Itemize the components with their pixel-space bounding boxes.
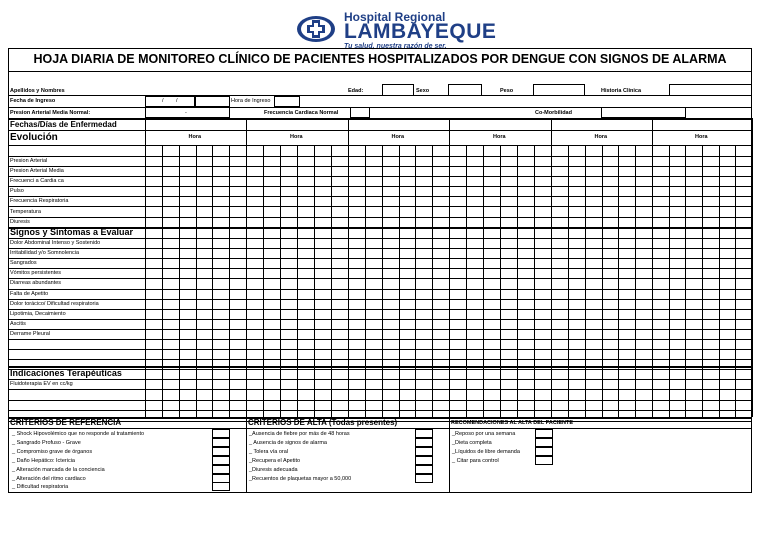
criterio-referencia-item: _ Dificultad respiratoria (12, 484, 69, 491)
grid-line (432, 145, 433, 417)
recomendacion-checkbox[interactable] (535, 447, 553, 456)
criterio-alta-item: _Recupera el Apetito (249, 457, 301, 464)
date-sep: / (176, 98, 178, 104)
criterio-referencia-item: _ Alteración del ritmo cardiaco (12, 475, 86, 482)
criterio-referencia-item: _ Daño Hepático: Ictericia (12, 457, 75, 464)
grid-line (8, 309, 752, 310)
evolucion-row-label: Presion Arterial (10, 158, 48, 164)
signos-row-label: Vómitos persistentes (10, 270, 62, 277)
grid-line (382, 145, 383, 417)
grid-line (635, 145, 636, 417)
presion-media-field[interactable] (145, 107, 230, 118)
evolucion-row-label: Presion Arterial Media (10, 168, 64, 175)
grid-line (534, 145, 535, 417)
evolucion-title: Evolución (10, 132, 58, 143)
hora-label: Hora (188, 134, 202, 140)
grid-line (585, 145, 586, 417)
criterio-referencia-checkbox[interactable] (212, 447, 230, 456)
hora-ingreso-field[interactable] (274, 96, 300, 107)
criterios-alta-title: CRITERIOS DE ALTA (Todas presentes) (248, 418, 398, 427)
signos-row-label: Diarreas abundantes (10, 280, 62, 287)
label-peso: Peso (500, 88, 514, 94)
evolucion-row-label: Pulso (10, 188, 24, 195)
grid-line (702, 145, 703, 417)
recomendacion-item: _Reposo por una semana (452, 431, 516, 437)
criterio-alta-item: _Recuentos de plaquetas mayor a 50,000 (249, 475, 352, 482)
grid-line (8, 319, 752, 320)
grid-line (280, 145, 281, 417)
evolucion-row-label: Temperatura (10, 208, 41, 215)
criterio-referencia-checkbox[interactable] (212, 456, 230, 465)
hospital-header (292, 8, 497, 50)
label-nombres: Apellidos y Nombres (10, 88, 65, 94)
grid-line (263, 145, 264, 417)
label-edad: Edad: (348, 88, 364, 94)
grid-line (8, 248, 752, 249)
grid-line (602, 145, 603, 417)
recomendaciones-title: RECOMENDACIONES AL ALTA DEL PACIENTE (451, 420, 574, 426)
grid-line (145, 145, 146, 417)
criterio-referencia-item: _ Alteración marcada de la conciencia (12, 466, 105, 473)
grid-line (8, 379, 752, 380)
criterio-referencia-checkbox[interactable] (212, 465, 230, 474)
criterio-referencia-checkbox[interactable] (212, 429, 230, 438)
label-frecuencia: Frecuencia Cardiaca Normal (264, 110, 339, 116)
signos-row-label: Sangrados (10, 260, 37, 267)
grid-line (449, 145, 450, 417)
grid-line (8, 289, 752, 290)
criterio-referencia-item: _ Compromiso grave de órganos (12, 448, 93, 455)
evolucion-row-label: Frecuenci a Cardia ca (10, 178, 64, 185)
criterio-alta-item: _Ausencia de fiebre por más de 48 horas (249, 431, 350, 437)
grid-line (196, 145, 197, 417)
signos-row-label: Ascitis (10, 320, 26, 327)
grid-line (8, 217, 752, 218)
logo-slogan: Tu salud, nuestra razón de ser. (344, 43, 447, 50)
grid-line (618, 145, 619, 417)
grid-line (8, 389, 752, 390)
criterio-alta-checkbox[interactable] (415, 456, 433, 465)
criterio-alta-item: _ Tolera vía oral (249, 448, 289, 455)
grid-line (348, 145, 349, 417)
criterio-alta-item: _Diuresis adecuada (249, 466, 298, 473)
fechas-label: Fechas/Días de Enfermedad (10, 120, 117, 129)
evolucion-row-label: Diuresis (10, 218, 30, 225)
grid-line (719, 145, 720, 417)
grid-line (8, 95, 752, 96)
grid-line (331, 145, 332, 417)
signos-title: Signos y Síntomas a Evaluar (10, 227, 134, 237)
criterio-alta-checkbox[interactable] (415, 465, 433, 474)
grid-line (466, 145, 467, 417)
label-hora-ingreso: Hora de Ingreso (231, 98, 271, 104)
grid-line (8, 268, 752, 269)
grid-line (685, 145, 686, 417)
criterios-referencia-title: CRITERIOS DE REFERENCIA (10, 418, 122, 427)
comorbilidad-field[interactable] (601, 107, 686, 118)
signos-row-label: Dolor Abdominal Intenso y Sostenido (10, 240, 101, 246)
grid-line (483, 145, 484, 417)
grid-line (8, 107, 752, 108)
grid-line (8, 400, 752, 401)
grid-line (8, 359, 752, 360)
criterio-referencia-item: _ Shock Hipovolémico que no responde al tratamiento (12, 431, 145, 437)
presion-dash: - (185, 110, 187, 116)
grid-line (568, 145, 569, 417)
recomendacion-checkbox[interactable] (535, 438, 553, 447)
signos-row-label: Irritabilidad y/o Somnolencia (10, 250, 80, 257)
grid-line (449, 417, 450, 493)
recomendacion-item: _Líquidos de libre demanda (452, 448, 520, 455)
grid-line (229, 145, 230, 417)
grid-line (8, 299, 752, 300)
hospital-logo-icon (296, 14, 336, 44)
grid-line (551, 145, 552, 417)
fecha-extra-field[interactable] (195, 96, 230, 107)
grid-line (365, 145, 366, 417)
grid-line (8, 130, 752, 131)
criterio-referencia-item: _ Sangrado Profuso - Grave (12, 439, 81, 446)
grid-line (8, 339, 752, 340)
grid-line (8, 166, 752, 167)
recomendacion-checkbox[interactable] (535, 456, 553, 465)
grid-line (246, 417, 247, 493)
criterio-alta-checkbox[interactable] (415, 447, 433, 456)
grid-line (162, 145, 163, 417)
frecuencia-field[interactable] (350, 107, 370, 118)
grid-line (8, 145, 752, 146)
date-sep: / (162, 98, 164, 104)
logo-line1: Hospital Regional (344, 10, 446, 24)
criterio-referencia-checkbox[interactable] (212, 438, 230, 447)
grid-line (652, 145, 653, 417)
grid-line (8, 118, 752, 120)
grid-line (246, 145, 247, 417)
logo-line2: LAMBAYEQUE (344, 20, 497, 43)
grid-line (8, 349, 752, 350)
hora-label: Hora (290, 134, 303, 140)
grid-line (8, 278, 752, 279)
signos-row-label: Lipotimia, Decaimiento (10, 310, 66, 317)
label-presion-media: Presion Arterial Media Normal: (10, 110, 91, 116)
grid-line (8, 428, 752, 429)
grid-line (500, 145, 501, 417)
signos-row-label: Dolor torácico/ Dificultad respiratoria (10, 300, 99, 307)
hora-label: Hora (695, 134, 708, 140)
grid-line (8, 206, 752, 207)
grid-line (179, 145, 180, 417)
signos-row-label: Derrame Pleural (10, 330, 51, 337)
grid-line (8, 196, 752, 197)
hora-label: Hora (594, 134, 608, 140)
indicaciones-title: Indicaciones Terapéuticas (10, 368, 122, 378)
evolucion-row-label: Frecuencia Respiratoria (10, 198, 69, 205)
grid-line (517, 145, 518, 417)
recomendacion-item: _Dieta completa (452, 439, 492, 446)
grid-line (399, 145, 400, 417)
recomendacion-item: _ Citar para control (452, 457, 499, 464)
grid-line (297, 145, 298, 417)
criterio-referencia-checkbox[interactable] (212, 482, 230, 491)
criterio-alta-checkbox[interactable] (415, 474, 433, 483)
grid-line (8, 258, 752, 259)
label-fecha-ingreso: Fecha de Ingreso (10, 98, 56, 104)
fecha-ingreso-field[interactable] (145, 96, 195, 107)
label-sexo: Sexo (416, 88, 430, 94)
label-comorbilidad: Co-Morbilidad (535, 110, 572, 116)
hora-label: Hora (391, 134, 405, 140)
grid-line (669, 145, 670, 417)
criterio-alta-checkbox[interactable] (415, 429, 433, 438)
grid-line (8, 186, 752, 187)
grid-line (8, 156, 752, 157)
grid-line (314, 145, 315, 417)
criterio-referencia-checkbox[interactable] (212, 474, 230, 483)
grid-line (8, 329, 752, 330)
grid-line (415, 145, 416, 417)
grid-line (8, 410, 752, 411)
grid-line (8, 238, 752, 239)
indicaciones-row-label: Fluidoterapia EV en cc/kg (10, 381, 73, 387)
criterio-alta-checkbox[interactable] (415, 438, 433, 447)
recomendacion-checkbox[interactable] (535, 429, 553, 438)
criterio-alta-item: _ Ausencia de signos de alarma (249, 439, 327, 446)
grid-line (212, 145, 213, 417)
grid-line (752, 145, 753, 417)
grid-line (8, 176, 752, 177)
signos-row-label: Falta de Apetito (10, 290, 49, 297)
grid-line (735, 145, 736, 417)
page-title: HOJA DIARIA DE MONITOREO CLÍNICO DE PACIENTES HOSPITALIZADOS POR DENGUE CON SIGNOS DE ALARMA (8, 48, 752, 72)
hora-label: Hora (493, 134, 506, 140)
label-historia: Historia Clínica (601, 88, 642, 94)
